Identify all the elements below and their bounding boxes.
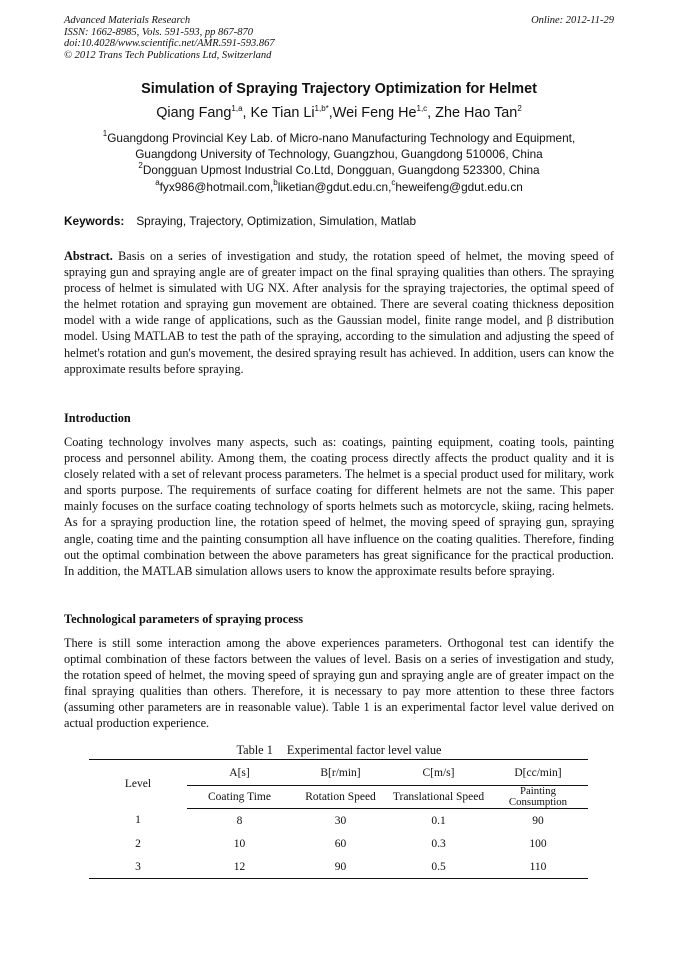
table-row [89,832,588,855]
affiliation-1-sup: 1 [102,129,108,138]
factor-name: Coating Time [187,786,292,809]
factor-name-line: Consumption [508,795,568,808]
journal-header [64,15,275,61]
factor-symbol: D[cc/min] [488,760,588,786]
author-name: Wei Feng He [332,105,417,121]
email-sup: a [155,178,160,187]
author-list [0,105,678,121]
author-name: Qiang Fang [156,105,232,121]
table-cell: 90 [292,855,389,879]
factor-name [488,786,588,809]
table-cell: 0.1 [431,814,446,827]
affiliation-2 [0,162,678,178]
paper-title: Simulation of Spraying Trajectory Optimization for Helmet [141,81,537,97]
email-address: heweifeng@gdut.edu.cn [395,180,523,194]
author-affil-sup: 1,b* [314,104,329,113]
affiliation-1-text: Guangdong Provincial Key Lab. of Micro-nano Manufacturing Technology and Equipment, [107,131,576,145]
factor-name-painting-consumption [509,786,567,807]
author-separator: , [427,105,436,121]
level-header: Level [89,760,187,809]
factor-symbol: A[s] [187,760,292,786]
table-title: Experimental factor level value [286,743,442,757]
table-cell: 3 [89,855,187,879]
author-separator: , [328,105,333,121]
introduction-heading: Introduction [64,411,131,425]
affiliation-2-sup: 2 [138,161,143,170]
table-cell: 1 [135,814,141,827]
affiliation-1-line-2: Guangdong University of Technology, Guangzhou, Guangdong 510006, China [135,147,543,161]
email-list [0,180,678,194]
table-cell: 60 [334,837,347,850]
online-date [531,15,614,27]
table-number: Table 1 [236,743,273,757]
table-cell: 10 [233,837,246,850]
table-caption [0,743,678,758]
online-date-text: Online: 2012-11-29 [531,15,614,26]
table-cell: 100 [529,837,547,850]
table-cell: 0.5 [389,855,488,879]
affiliation-2-text: Dongguan Upmost Industrial Co.Ltd, Dongguan, Guangdong 523300, China [142,163,540,177]
author-separator: , [242,105,251,121]
table-row [89,809,588,833]
affiliation-1-line-1 [0,130,678,146]
factor-level-table [89,759,588,879]
factor-symbol: C[m/s] [389,760,488,786]
issn-line: ISSN: 1662-8985, Vols. 591-593, pp 867-870 [64,26,253,38]
author-affil-sup: 1,a [231,104,243,113]
abstract-label: Abstract. [64,249,113,263]
table-header-row [89,760,588,786]
email-address: fyx986@hotmail.com, [159,180,274,194]
factor-symbol: B[r/min] [292,760,389,786]
factor-name-line: Painting [519,785,556,798]
keywords-text: Spraying, Trajectory, Optimization, Simulation, Matlab [136,214,417,228]
author-affil-sup: 2 [517,104,522,113]
email-sup: b [273,178,278,187]
table-cell: 30 [334,814,347,827]
abstract [64,248,614,377]
email-address: liketian@gdut.edu.cn, [277,180,392,194]
journal-name: Advanced Materials Research [64,15,191,26]
author-name: Ke Tian Li [250,105,315,121]
doi-line: doi:10.4028/www.scientific.net/AMR.591-593.867 [64,38,275,49]
technological-parameters-heading: Technological parameters of spraying process [64,612,304,626]
keywords [64,214,614,228]
keywords-label: Keywords: [64,214,125,228]
affiliations [0,130,678,178]
email-sup: c [391,178,396,187]
table-cell: 110 [488,855,588,879]
introduction-text: Coating technology involves many aspects, such as: coatings, painting equipment, coating tools, painting process and personnel ability. Among them, the coating process directly affects the product quality and it is closely related with a set of relevant process parameters. The helmet is a special product used for military, work and sports purpose. The requirements of surface coating for different helmets are not the same. This paper mainly focuses on the surface coating technology of sports helmets such as motorcycle, skiing, racing helmets. As for a spraying production line, the rotation speed of helmet, the moving speed of spraying gun, spraying angle, coating time and the painting consumption all have influence on the coating qualities. Therefore, finding out the optimal combination between the above parameters has great significance for the practical production. In addition, the MATLAB simulation allows users to know the approximate results before spraying. [64,435,614,578]
technological-parameters-text: There is still some interaction among the above experiences parameters. Orthogonal test can identify the optimal combination of these factors between the values of level. Basis on a series of investigation and study, the rotation speed of helmet, the moving speed of spraying gun and spraying angle are of greater impact on the final spraying qualities than others. Therefore, it is necessary to pay more attention to these three factors (assuming other parameters are in reasonable value). Table 1 is an experimental factor level value derived on actual production experience. [64,636,614,731]
factor-name: Rotation Speed [292,786,389,809]
table-cell: 8 [236,814,243,827]
table-cell: 12 [187,855,292,879]
factor-name: Translational Speed [389,786,488,809]
author-name: Zhe Hao Tan [435,105,518,121]
copyright-line: © 2012 Trans Tech Publications Ltd, Switzerland [64,49,272,61]
table-cell: 2 [135,837,141,850]
table-row [89,855,588,879]
author-affil-sup: 1,c [416,104,428,113]
table-cell: 90 [532,814,544,827]
table-cell: 0.3 [431,837,446,850]
abstract-text: Basis on a series of investigation and study, the rotation speed of helmet, the moving speed of spraying gun and spraying angle are of greater impact on the final spraying qualities than others. The spraying process of helmet is simulated with UG NX. After analysis for the spraying trajectories, the optimal speed of the helmet rotation and spraying gun movement are obtained. There are several coating thickness deposition model with a wide range of applications, such as the Gaussian model, finite range model, and β distribution model. Using MATLAB to test the path of the spraying, according to the simulation and adjusting the speed of helmet's rotation and gun's movement, the desired spraying result has achieved. In addition, users can know the approximate results before spraying. [64,249,614,376]
